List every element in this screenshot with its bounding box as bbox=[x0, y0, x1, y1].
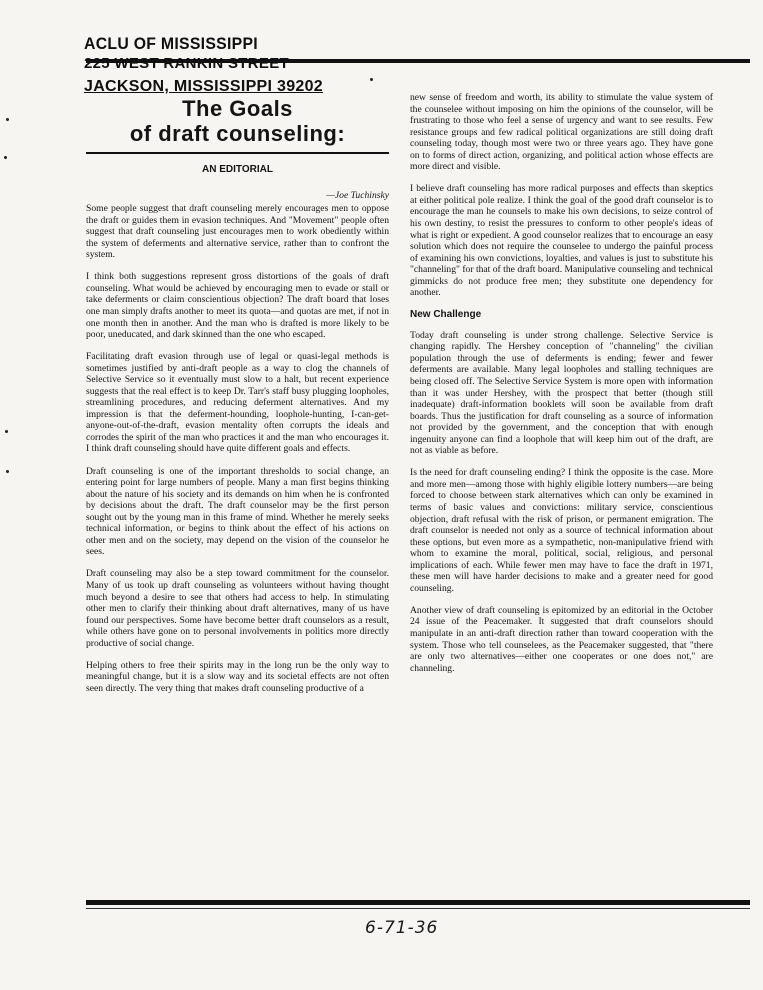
scan-speck bbox=[5, 430, 8, 433]
right-column bbox=[410, 92, 713, 685]
paragraph: Helping others to free their spirits may in the long run be the only way to meaningful change, but it is a slow way and its societal effects are not often seen directly. The very thing that makes draft counseling productive of a bbox=[86, 659, 389, 694]
letterhead-org: ACLU OF MISSISSIPPI bbox=[84, 34, 258, 53]
paragraph: new sense of freedom and worth, its ability to stimulate the value system of the counselee without imposing on him the opinions of the counselor, will be frustrating to those who feel a sense of urgency and want to see results. Few resistance groups and few radical political organizations are still doing draft counseling today, though most were two or three years ago. They have gone on to forms of direct action, organizing, and political action whose effects are more direct and visible. bbox=[410, 92, 713, 173]
paragraph: Draft counseling may also be a step toward commitment for the counselor. Many of us took up draft counseling as volunteers without having thought much beyond a desire to see that others had access to help. In stimulating other men to clarify their thinking about draft alternatives, many of us have found our perspectives. Some have become better draft counselors as a result, while others have gone on to personal involvements in politics more directly productive of social change. bbox=[86, 568, 389, 649]
scan-speck bbox=[6, 470, 9, 473]
paragraph: Draft counseling is one of the important thresholds to social change, an entering point for large numbers of people. Many a man first begins thinking about the nature of his society and its demands on him when he is confronted by decisions about the draft. The draft counselor may be the first person sought out by the young man in this frame of mind. Whether he merely seeks technical information, or begins to think about the effect of his actions on other men and on the society, may depend on the vision of the counselor he sees. bbox=[86, 465, 389, 558]
article-title bbox=[86, 96, 389, 146]
footer-rule-thin bbox=[86, 908, 750, 909]
footer-rule bbox=[86, 900, 750, 905]
paragraph: I think both suggestions represent gross distortions of the goals of draft counseling. What would be achieved by encouraging men to evade or stall or take deferments or claim conscientious objection? The draft board that loses one man simply drafts another to meet its quota—and quotas are met, if not in one month then in another. And the man who is drafted is more likely to be poor, uneducated, and dark skinned than the one who escaped. bbox=[86, 271, 389, 341]
letterhead-street: 225 WEST RANKIN STREET bbox=[84, 55, 289, 72]
scan-speck bbox=[6, 118, 9, 121]
kicker: AN EDITORIAL bbox=[202, 164, 273, 175]
title-rule bbox=[86, 152, 389, 154]
handwritten-note: 6-71-36 bbox=[365, 918, 439, 938]
title-line-1: The Goals bbox=[182, 96, 293, 121]
scan-speck bbox=[4, 156, 7, 159]
left-column bbox=[86, 96, 389, 705]
paragraph: Is the need for draft counseling ending? I think the opposite is the case. More and more men—among those with highly eligible lottery numbers—are being forced to choose between stark alternatives which can only be examined in terms of basic values and convictions: military service, conscientious objection, draft refusal with the risk of prison, or permanent emigration. The draft counselor is needed not only as a source of technical information about these options, but even more as a sympathetic, non-manipulative friend with whom to examine the moral, political, social, religious, and personal implications of each. While fewer men may have to face the draft in 1971, these men will have harder decisions to make and a greater need for good counseling. bbox=[410, 467, 713, 594]
scan-speck bbox=[370, 78, 373, 81]
subhead: New Challenge bbox=[410, 309, 482, 321]
letterhead-city: JACKSON, MISSISSIPPI 39202 bbox=[84, 78, 324, 95]
paragraph: Today draft counseling is under strong challenge. Selective Service is changing rapidly. The Hershey conception of "channeling" the civilian population through the use of deferments is ending; fewer and fewer deferments are available. Many legal loopholes and stalling techniques are being closed off. The Selective Service System is more open with information than it was under Hershey, with the prospect that better (though still inadequate) draft-information booklets will soon be available from draft boards. Thus the justification for draft counseling as a source of information not provided by the government, and the conception that with enough ingenuity anyone can find a loophole that will keep him out of the draft, are not as viable as before. bbox=[410, 329, 713, 457]
paragraph: Some people suggest that draft counseling merely encourages men to oppose the draft or guides them in evasion techniques. And "Movement" people often suggest that draft counseling just encourages men to work obediently within the system of deferments and alternative service, rather than to confront the system. bbox=[86, 203, 389, 261]
paragraph: I believe draft counseling has more radical purposes and effects than skeptics at either political pole realize. I think the goal of the good draft counselor is to encourage the man he counsels to make his own decisions, to seize control of his own destiny, to resist the pressures to conform to other people's ideas of what is right or expedient. A good counselor realizes that to encourage an easy solution which does not require the counselee to undergo the painful process of examining his own convictions, loyalties, and values is just to substitute his "channeling" for that of the draft board. Manipulative counseling and technical gimmicks do not produce free men; they substitute one dependency for another. bbox=[410, 183, 713, 299]
paragraph: Facilitating draft evasion through use of legal or quasi-legal methods is sometimes justified by anti-draft people as a way to clog the channels of Selective Service so it eventually must slow to a halt, but recent experience suggests that the real effect is to keep Dr. Tarr's staff busy plugging loopholes, streamlining procedures, and reducing deferment alternatives. And my impression is that the deferment-hounding, loophole-hunting, I-can-get-anyone-out-of-the-draft, evasion mentality often corrupts the ideals and corrodes the spirit of the man who practices it and the man who encourages it. I think draft counseling should have quite different goals and effects. bbox=[86, 351, 389, 455]
byline: —Joe Tuchinsky bbox=[326, 189, 389, 201]
title-line-2: of draft counseling: bbox=[129, 121, 346, 146]
paragraph: Another view of draft counseling is epitomized by an editorial in the October 24 issue of the Peacemaker. It suggested that draft counselors should manipulate in an anti-draft direction rather than toward cooperation with the system. Those who tell counselees, as the Peacemaker suggested, that "there are only two alternatives—either one cooperates or one does not," are channeling. bbox=[410, 604, 713, 674]
